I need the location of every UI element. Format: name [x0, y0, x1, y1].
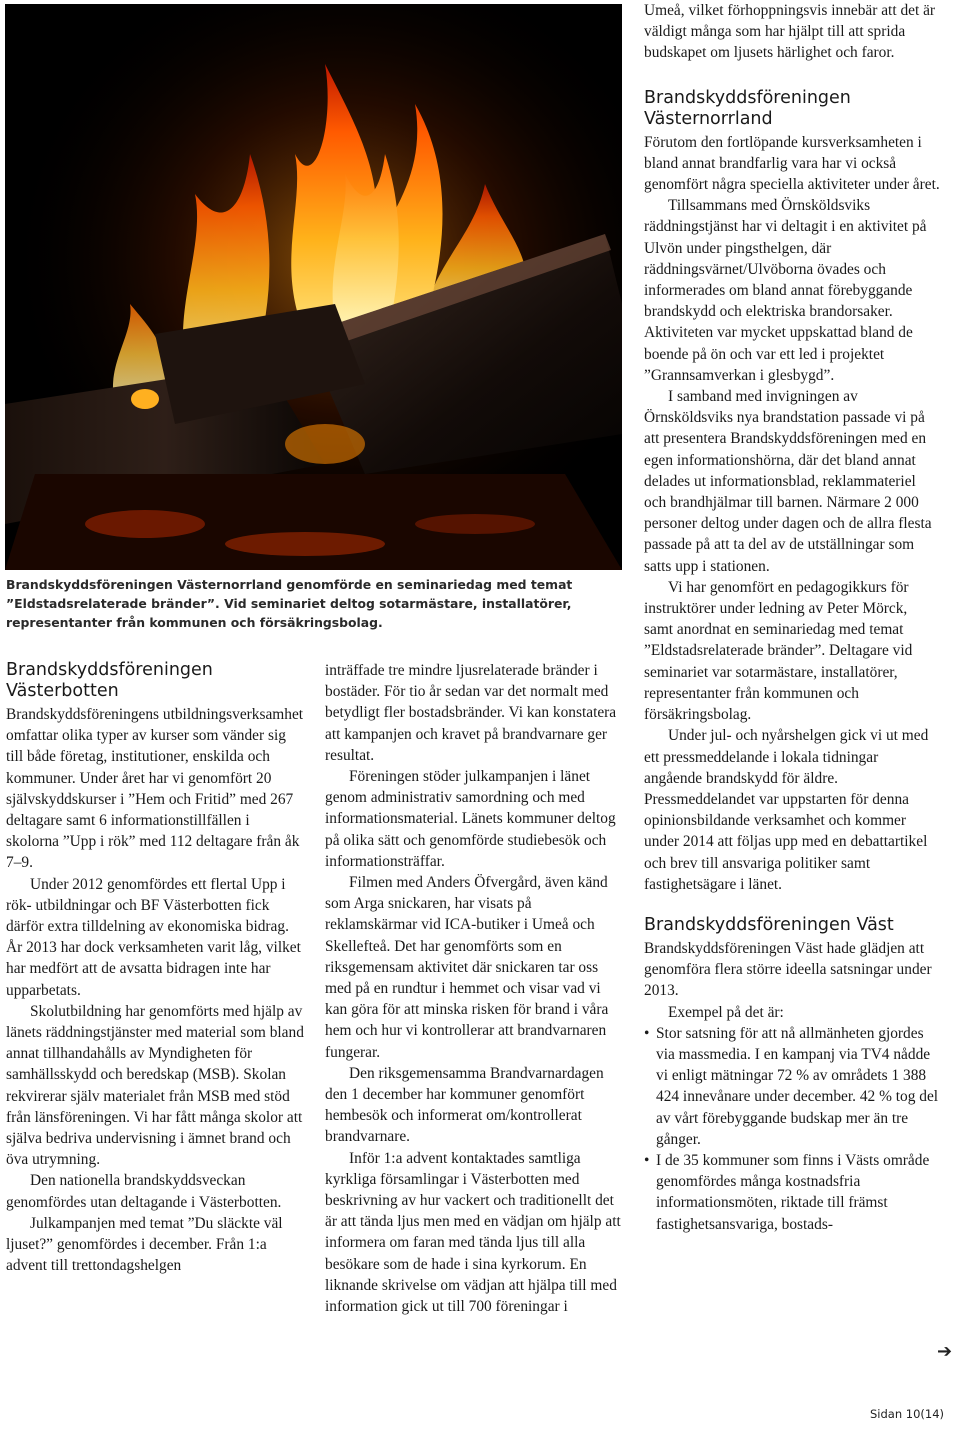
- section-heading-vast: Brandskyddsföreningen Väst: [644, 914, 894, 935]
- paragraph: Under 2012 genomfördes ett flertal Upp i rök- utbildningar och BF Västerbotten fick därför extra tilldelning av ekonomiska bidrag. År 2013 har dock verksamheten varit låg, vilket har medfört att de avsatta bidragen inte har upparbetats.: [6, 875, 301, 999]
- paragraph: Umeå, vilket förhoppningsvis innebär att det är väldigt många som har hjälpt till att sprida budskapet om ljusets härlighet och faror.: [644, 2, 936, 62]
- paragraph: Föreningen stöder julkampanjen i länet genom administrativ samordning och med informationsmaterial. Länets kommuner deltog på olika sätt och genomförde studiebesök och informationsträffar.: [325, 768, 616, 870]
- page-number: Sidan 10(14): [870, 1407, 945, 1421]
- paragraph: Filmen med Anders Öfvergård, även känd som Arga snickaren, har visats på reklamskärmar vid ICA-butiker i Umeå och Skellefteå. Det har genomförts som en riksgemensam aktivitet där snickaren tar oss med på en rundtur i hemmet och visar vad vi kan göra för att minska risken för brand i våra hem och hur vi kontrollerar att brandvarnaren fungerar.: [325, 874, 609, 1061]
- fire-image: [5, 4, 622, 570]
- paragraph: Den nationella brandskyddsveckan genomfördes utan deltagande i Västerbotten.: [6, 1172, 282, 1211]
- paragraph: I samband med invigningen av Örnsköldsviks nya brandstation passade vi på att presentera Brandskyddsföreningen med en egen informationshörna, där det bland annat delades ut informationsblad, reklammateriel och brandhjälmar till barnen. Närmare 2 000 personer deltog under dagen och de allra flesta passade på att ta del av de utställningar som satts upp i stationen.: [644, 388, 932, 575]
- continue-arrow-icon: ➔: [937, 1341, 953, 1362]
- paragraph: Tillsammans med Örnsköldsviks räddningstjänst har vi deltagit i en aktivitet på Ulvön under pingsthelgen, där räddningsvärnet/Ulvöborna övades och informerades om bland annat förebyggande brandskydd och elektriska brandorsaker. Aktiviteten var mycket uppskattad bland de boende på ön och var ett led i projektet ”Grannsamverkan i glesbygd”.: [644, 197, 927, 384]
- section-heading-vasternorrland: Brandskyddsföreningen Västernorrland: [644, 87, 851, 129]
- paragraph: Julkampanjen med temat ”Du släckte väl ljuset?” genomfördes i december. Från 1:a advent till trettondagshelgen: [6, 1214, 283, 1275]
- list-item: • Stor satsning för att nå allmänheten gjordes via massmedia. I en kampanj via TV4 nådde vi enligt mätningar 72 % av områdets 1 388 424 innevånare under december. 42 % tog del av vårt förebyggande budskap mer än tre gånger.: [644, 1023, 940, 1150]
- paragraph: Skolutbildning har genomförts med hjälp av länets räddningstjänster med material som bland annat tillhandahålls av Myndigheten för samhällsskydd och beredskap (MSB). Skolan rekvirerar själv materialet från MSB med stöd från länsföreningen. Vi har fått många skolor att själva bedriva undervisning i ämnet brand och öva utrymning.: [6, 1002, 304, 1169]
- column-2: [325, 660, 621, 1317]
- fire-photo: [5, 4, 622, 570]
- column-1: [6, 660, 304, 1276]
- paragraph: Förutom den fortlöpande kursverksamheten i bland annat brandfarlig vara har vi också genomfört några speciella aktiviteter under året.: [644, 133, 940, 194]
- bullet-list: [644, 1023, 940, 1235]
- column-3: [644, 0, 940, 1235]
- paragraph: inträffade tre mindre ljusrelaterade bränder i bostäder. För tio år sedan var det normalt med betydligt fler bostadsbränder. Vi kan konstatera att kampanjen och kravet på brandvarnare ger resultat.: [325, 662, 617, 764]
- paragraph: Under jul- och nyårshelgen gick vi ut med ett pressmeddelande i lokala tidningar angående brandskydd för äldre. Pressmeddelandet var uppstarten för denna opinionsbildande verksamhet och kommer under 2014 att följas upp med en debattartikel och brev till ansvariga politiker samt fastighetsägare i länet.: [644, 727, 929, 893]
- paragraph: Vi har genomfört en pedagogikkurs för instruktörer under ledning av Peter Mörck, samt anordnat en seminariedag med temat ”Eldstadsrelaterade bränder”. Deltagare vid seminariet var sotarmästare, installatörer, representanter från kommunen och försäkringsbolag.: [644, 578, 913, 724]
- paragraph: Den riksgemensamma Brandvarnardagen den 1 december har kommuner genomfört hembesök och informerat om/kontrollerat brandvarnare.: [325, 1064, 604, 1146]
- section-heading-vasterbotten: Brandskyddsföreningen Västerbotten: [6, 660, 213, 701]
- paragraph: Inför 1:a advent kontaktades samtliga kyrkliga församlingar i Västerbotten med beskrivning av hur vackert och traditionellt det är att tända ljus men med en vädjan om hjälp att informera om faran med tända ljus till alla besökare som de hade i sina kyrkorum. En liknande skrivelse om vädjan att hjälpa till med information gick ut till 700 föreningar i: [325, 1149, 621, 1316]
- paragraph: Exempel på det är:: [668, 1003, 784, 1021]
- paragraph: Brandskyddsföreningen Väst hade glädjen att genomföra flera större ideella satsningar under 2013.: [644, 939, 932, 1000]
- photo-caption: Brandskyddsföreningen Västernorrland genomförde en seminariedag med temat ”Eldstadsrelaterade bränder”. Vid seminariet deltog sotarmästare, installatörer, representanter från kommunen och försäkringsbolag.: [6, 577, 573, 630]
- list-item: • I de 35 kommuner som finns i Västs område genomfördes många kostnadsfria informationsmöten, riktade till främst fastighetsansvariga, bostads-: [644, 1150, 940, 1235]
- paragraph: Brandskyddsföreningens utbildningsverksamhet omfattar olika typer av kurser som vänder sig till både företag, institutioner, enskilda och kommuner. Under året har vi genomfört 20 självskyddskurser i ”Hem och Fritid” med 267 deltagare samt 6 informationstillfällen i skolorna ”Upp i rök” med 112 deltagare från åk 7–9.: [6, 706, 304, 872]
